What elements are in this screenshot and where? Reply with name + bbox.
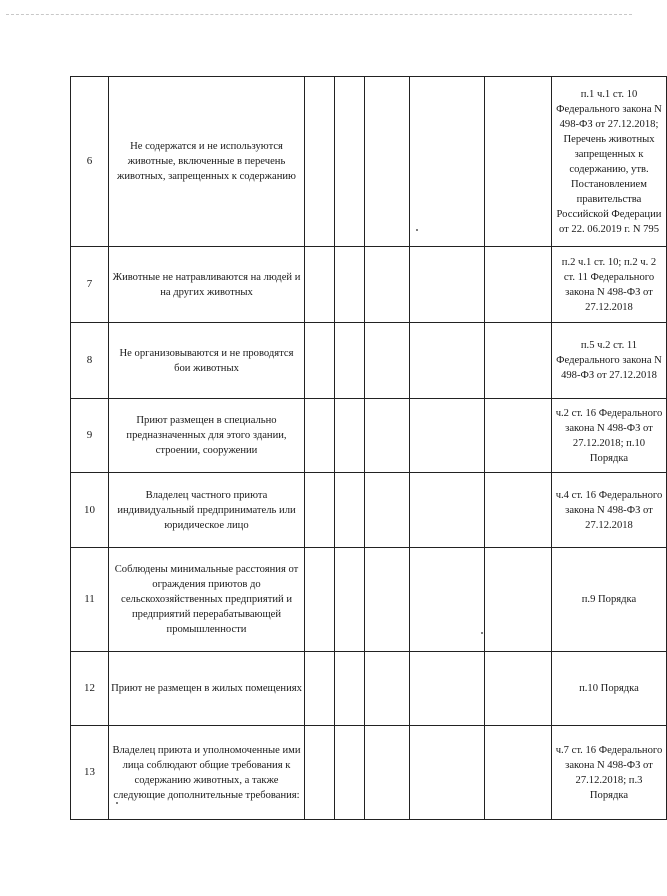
legal-reference-line: 27.12.2018 [585, 519, 633, 531]
requirement-text: Соблюдены минимальные расстояния от ограждения приютов до сельскохозяйственных предприятий и предприятий перерабатывающей промышленности [109, 548, 305, 652]
answer-cell-yes [305, 77, 335, 247]
extra-cell [485, 247, 552, 323]
table-row [71, 323, 667, 399]
table-row [71, 652, 667, 726]
comment-cell [410, 548, 485, 652]
legal-reference-line: ст. 11 Федерального [563, 271, 655, 283]
extra-cell [485, 548, 552, 652]
answer-cell-no [335, 77, 365, 247]
answer-cell-na [365, 548, 410, 652]
answer-cell-na [365, 399, 410, 473]
answer-cell-no [335, 726, 365, 820]
answer-cell-no [335, 247, 365, 323]
legal-reference [552, 652, 667, 726]
answer-cell-na [365, 247, 410, 323]
answer-cell-yes [305, 399, 335, 473]
legal-reference-line: п.9 Порядка [581, 594, 637, 605]
extra-cell [485, 726, 552, 820]
scan-speck [416, 229, 418, 231]
legal-reference-line: 498-ФЗ от 27.12.2018 [561, 370, 657, 381]
legal-reference-line: Перечень животных [563, 133, 655, 145]
answer-cell-no [335, 399, 365, 473]
answer-cell-no [335, 548, 365, 652]
extra-cell [485, 399, 552, 473]
legal-reference-line: закона N 498-ФЗ от [565, 759, 653, 771]
answer-cell-na [365, 323, 410, 399]
answer-cell-na [365, 77, 410, 247]
extra-cell [485, 652, 552, 726]
row-number: 9 [71, 399, 109, 473]
legal-reference-line: 498-ФЗ от 27.12.2018; [559, 118, 659, 130]
scan-speck [481, 632, 483, 634]
checklist-table [70, 76, 667, 820]
table-row [71, 548, 667, 652]
legal-reference [552, 473, 667, 548]
answer-cell-yes [305, 652, 335, 726]
comment-cell [410, 473, 485, 548]
row-number: 8 [71, 323, 109, 399]
requirement-text: Приют размещен в специально предназначенных для этого здании, строении, сооружении [109, 399, 305, 473]
table-row [71, 399, 667, 473]
row-number: 11 [71, 548, 109, 652]
comment-cell [410, 399, 485, 473]
legal-reference [552, 247, 667, 323]
legal-reference-line: 27.12.2018 [585, 301, 633, 313]
requirement-text: Животные не натравливаются на людей и на других животных [109, 247, 305, 323]
comment-cell [410, 323, 485, 399]
row-number: 6 [71, 77, 109, 247]
legal-reference-line: ч.7 ст. 16 Федерального [555, 744, 663, 756]
answer-cell-na [365, 473, 410, 548]
table-row [71, 247, 667, 323]
requirement-text: Не организовываются и не проводятся бои животных [109, 323, 305, 399]
answer-cell-na [365, 726, 410, 820]
legal-reference-line: п.10 Порядка [579, 683, 639, 694]
legal-reference-line: закона N 498-ФЗ от [565, 504, 653, 516]
legal-reference-line: 27.12.2018; п.10 [572, 437, 646, 449]
answer-cell-yes [305, 323, 335, 399]
row-number: 10 [71, 473, 109, 548]
legal-reference-line: Порядка [589, 452, 629, 464]
legal-reference [552, 77, 667, 247]
legal-reference-line: правительства [576, 193, 642, 205]
table-row [71, 726, 667, 820]
legal-reference-line: п.1 ч.1 ст. 10 [580, 88, 638, 100]
comment-cell [410, 77, 485, 247]
requirement-text: Приют не размещен в жилых помещениях [109, 652, 305, 726]
legal-reference-line: п.2 ч.1 ст. 10; п.2 ч. 2 [561, 256, 657, 268]
answer-cell-na [365, 652, 410, 726]
answer-cell-yes [305, 726, 335, 820]
legal-reference [552, 399, 667, 473]
answer-cell-yes [305, 548, 335, 652]
legal-reference-line: Постановлением [571, 178, 647, 190]
legal-reference [552, 323, 667, 399]
legal-reference [552, 726, 667, 820]
requirement-text: Владелец частного приюта индивидуальный предприниматель или юридическое лицо [109, 473, 305, 548]
row-number: 13 [71, 726, 109, 820]
legal-reference-line: Федерального закона N [556, 103, 662, 115]
legal-reference-line: ч.4 ст. 16 Федерального [555, 489, 663, 501]
legal-reference-line: ч.2 ст. 16 Федерального [555, 407, 663, 419]
answer-cell-yes [305, 247, 335, 323]
requirement-text: Владелец приюта и уполномоченные ими лица соблюдают общие требования к содержанию животных, а также следующие дополнительные требования: [109, 726, 305, 820]
answer-cell-no [335, 473, 365, 548]
extra-cell [485, 77, 552, 247]
comment-cell [410, 726, 485, 820]
answer-cell-yes [305, 473, 335, 548]
legal-reference-line: запрещенных к [574, 148, 644, 160]
legal-reference-line: содержанию, утв. [569, 163, 649, 175]
answer-cell-no [335, 652, 365, 726]
legal-reference-line: Федерального закона N [556, 355, 662, 366]
legal-reference [552, 548, 667, 652]
legal-reference-line: п.5 ч.2 ст. 11 [580, 340, 638, 351]
legal-reference-line: 27.12.2018; п.3 [575, 774, 643, 786]
row-number: 7 [71, 247, 109, 323]
table-row [71, 77, 667, 247]
legal-reference-line: Порядка [589, 789, 629, 801]
legal-reference-line: закона N 498-ФЗ от [565, 286, 653, 298]
legal-reference-line: от 22. 06.2019 г. N 795 [558, 223, 660, 235]
answer-cell-no [335, 323, 365, 399]
extra-cell [485, 323, 552, 399]
table-row [71, 473, 667, 548]
scan-speck [116, 802, 118, 804]
legal-reference-line: закона N 498-ФЗ от [565, 422, 653, 434]
comment-cell [410, 247, 485, 323]
requirement-text: Не содержатся и не используются животные, включенные в перечень животных, запрещенных к содержанию [109, 77, 305, 247]
page-top-dashed-line [6, 14, 632, 15]
checklist-table-body [71, 77, 667, 820]
comment-cell [410, 652, 485, 726]
extra-cell [485, 473, 552, 548]
legal-reference-line: Российской Федерации [556, 208, 662, 220]
row-number: 12 [71, 652, 109, 726]
